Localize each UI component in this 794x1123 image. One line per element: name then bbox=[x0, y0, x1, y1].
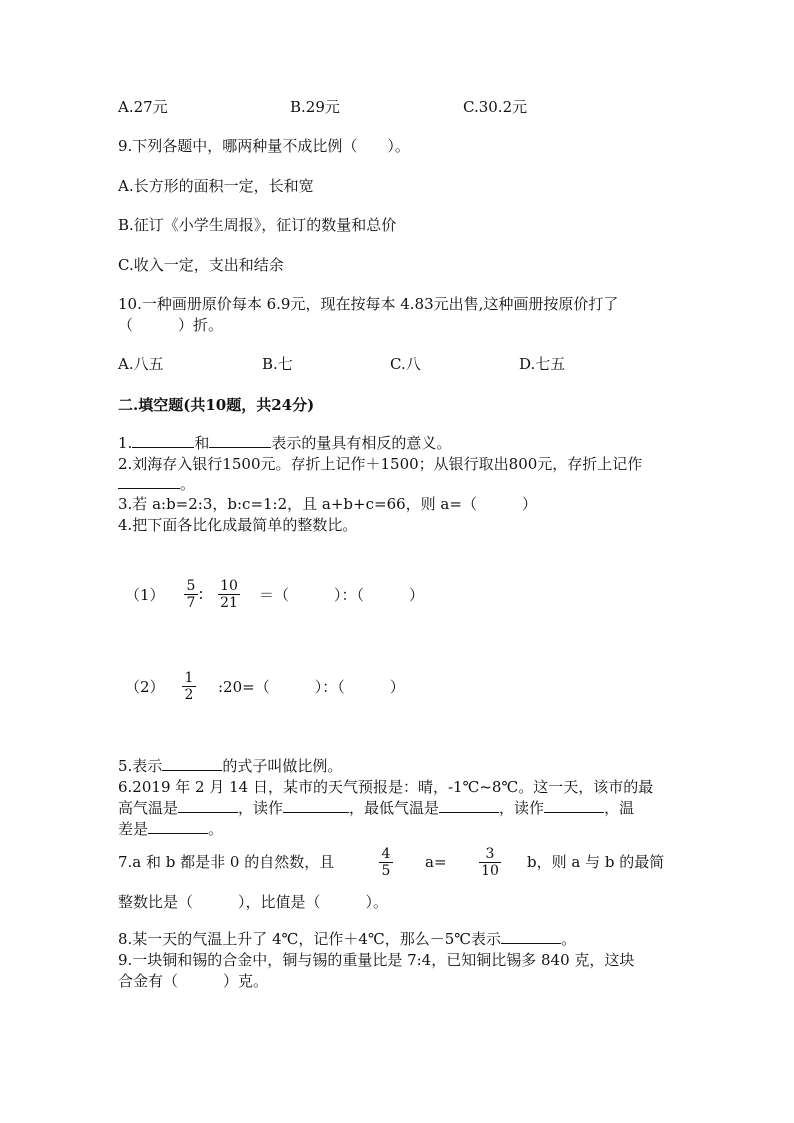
fill-1-and: 和 bbox=[194, 434, 210, 452]
fill-6-text: ，读作 bbox=[238, 799, 284, 817]
fill-6-text: 差是 bbox=[118, 820, 149, 838]
fill-2-end: 。 bbox=[180, 475, 196, 493]
fraction-5-7 bbox=[184, 578, 198, 611]
question-10-option-c: C.八 bbox=[390, 355, 421, 373]
part-2-answer[interactable]: :20=（ ）：（ ） bbox=[218, 678, 405, 696]
fill-5-start: 5.表示 bbox=[118, 757, 163, 775]
fill-question-7-start: 7.a 和 b 都是非 0 的自然数，且 bbox=[118, 853, 335, 871]
fill-question-6-line3 bbox=[118, 819, 223, 839]
fraction-denominator: 21 bbox=[220, 595, 238, 611]
option-c: C.30.2元 bbox=[463, 98, 528, 116]
question-9-stem: 9.下列各题中，哪两种量不成比例（ ）。 bbox=[118, 137, 410, 155]
fraction-denominator: 2 bbox=[184, 687, 194, 703]
part-1-label: （1） bbox=[125, 586, 165, 604]
answer-blank[interactable] bbox=[544, 798, 604, 813]
fill-question-2-line1: 2.刘海存入银行1500元。存折上记作＋1500；从银行取出800元，存折上记作 bbox=[118, 455, 643, 473]
fill-question-6-line2 bbox=[118, 798, 634, 818]
fraction-denominator: 10 bbox=[481, 863, 499, 879]
fill-6-text: ，最低气温是 bbox=[349, 799, 440, 817]
fill-question-8 bbox=[118, 929, 576, 949]
fill-question-9-line1: 9.一块铜和锡的合金中，铜与锡的重量比是 7:4，已知铜比锡多 840 克，这块 bbox=[118, 951, 635, 969]
section-title: 二.填空题(共10题，共24分) bbox=[118, 396, 315, 414]
question-10-stem-line2: （ ）折。 bbox=[118, 316, 224, 334]
fill-1-number: 1. bbox=[118, 434, 133, 452]
fill-8-text: 。 bbox=[561, 930, 577, 948]
fill-question-7-line2: 整数比是（ ），比值是（ ）。 bbox=[118, 893, 389, 911]
question-10-option-b: B.七 bbox=[262, 355, 293, 373]
question-10-option-a: A.八五 bbox=[118, 355, 164, 373]
question-10-option-d: D.七五 bbox=[519, 355, 566, 373]
fraction-numerator: 1 bbox=[182, 670, 196, 687]
fraction-numerator: 4 bbox=[379, 846, 393, 863]
ratio-colon: ∶ bbox=[199, 586, 203, 604]
fill-question-3: 3.若 a:b=2:3，b:c=1:2，且 a+b+c=66，则 a=（ ） bbox=[118, 495, 537, 513]
answer-blank[interactable] bbox=[501, 929, 561, 944]
fill-question-5 bbox=[118, 756, 342, 776]
answer-blank[interactable] bbox=[162, 756, 222, 771]
answer-blank[interactable] bbox=[439, 798, 499, 813]
fraction-1-2 bbox=[182, 670, 196, 703]
fraction-numerator: 3 bbox=[479, 846, 501, 863]
fraction-3-10 bbox=[479, 846, 501, 879]
part-1-answer[interactable]: ＝（ ）：（ ） bbox=[259, 586, 425, 604]
option-b: B.29元 bbox=[290, 98, 340, 116]
answer-blank[interactable] bbox=[118, 474, 180, 489]
answer-blank[interactable] bbox=[148, 819, 208, 834]
answer-blank[interactable] bbox=[283, 798, 349, 813]
fraction-numerator: 10 bbox=[218, 578, 240, 595]
fill-question-6-line1: 6.2019 年 2 月 14 日，某市的天气预报是：晴，-1℃~8℃。这一天，该市的最 bbox=[118, 778, 654, 796]
fill-6-text: ，读作 bbox=[499, 799, 545, 817]
fill-question-2-line2 bbox=[118, 474, 195, 494]
fill-question-7-end: b，则 a 与 b 的最简 bbox=[527, 853, 665, 871]
question-9-option-b: B.征订《小学生周报》，征订的数量和总价 bbox=[118, 216, 397, 234]
fraction-numerator: 5 bbox=[184, 578, 198, 595]
answer-blank[interactable] bbox=[209, 433, 271, 448]
question-9-option-a: A.长方形的面积一定，长和宽 bbox=[118, 177, 314, 195]
part-2-label: （2） bbox=[125, 678, 165, 696]
question-10-stem-line1: 10.一种画册原价每本 6.9元，现在按每本 4.83元出售,这种画册按原价打了 bbox=[118, 295, 619, 313]
option-a: A.27元 bbox=[118, 98, 168, 116]
fraction-denominator: 7 bbox=[186, 595, 196, 611]
fraction-4-5 bbox=[379, 846, 393, 879]
fraction-denominator: 5 bbox=[381, 863, 391, 879]
fill-6-text: 。 bbox=[208, 820, 224, 838]
fill-question-1 bbox=[118, 433, 451, 453]
answer-blank[interactable] bbox=[132, 433, 194, 448]
fill-8-text: 8.某一天的气温上升了 4℃，记作＋4℃，那么－5℃表示 bbox=[118, 930, 502, 948]
question-9-option-c: C.收入一定，支出和结余 bbox=[118, 256, 284, 274]
fraction-10-21 bbox=[218, 578, 240, 611]
fill-5-end: 的式子叫做比例。 bbox=[222, 757, 343, 775]
fill-question-4-stem: 4.把下面各比化成最简单的整数比。 bbox=[118, 516, 358, 534]
fill-1-text: 表示的量具有相反的意义。 bbox=[271, 434, 452, 452]
fill-6-text: 高气温是 bbox=[118, 799, 179, 817]
fill-question-9-line2: 合金有（ ）克。 bbox=[118, 972, 269, 990]
fill-6-text: ，温 bbox=[604, 799, 635, 817]
fill-question-7-mid: a= bbox=[425, 853, 447, 871]
answer-blank[interactable] bbox=[178, 798, 238, 813]
